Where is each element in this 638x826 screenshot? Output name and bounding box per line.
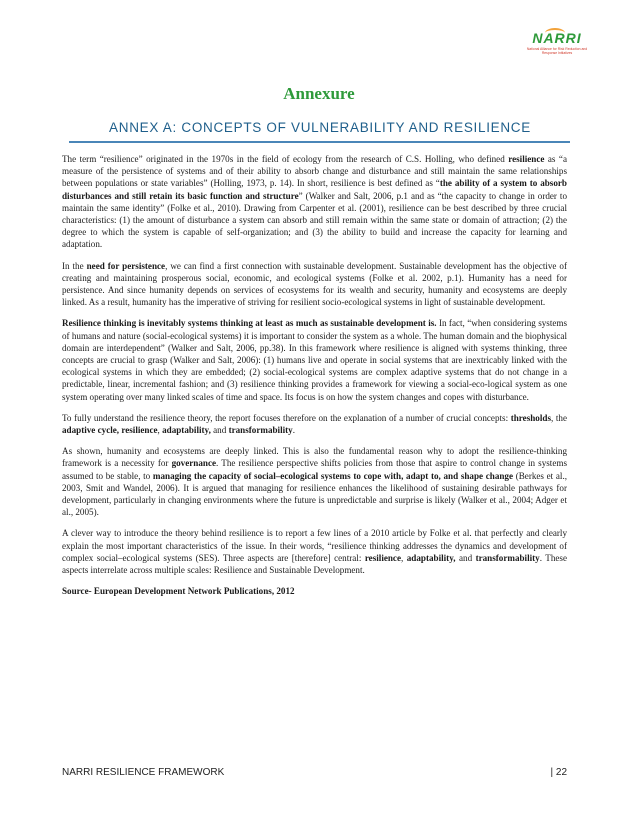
paragraph-1: The term “resilience” originated in the 1970s in the field of ecology from the research of C.S. Holling, who defined resilience as “a measure of the persistence of systems and of their ability to absorb change and disturbance and still maintain the same relationships between populations or state variables” (Holling, 1973, p. 14). In short, resilience is best defined as “the ability of a system to absorb disturbances and still retain its basic function and structure” (Walker and Salt, 2006, p.1 and as “the capacity to change in order to maintain the same identity” (Folke et al., 2010). Drawing from Carpenter et al. (2001), resilience can be best described by three crucial characteristics: (1) the amount of disturbance a system can absorb and still remain within the same state or domain of attraction; (2) the degree to which the system is capable of self-organization; and (3) the ability to build and increase the capacity for learning and adaptation. [62, 154, 567, 250]
paragraph-5: As shown, humanity and ecosystems are deeply linked. This is also the fundamental reason why to adopt the resilience-thinking framework is a necessity for governance. The resilience perspective shifts policies from those that aspire to control change in systems assumed to be stable, to managing the capacity of social–ecological systems to cope with, adapt to, and shape change (Berkes et al., 2003, Smit and Wandel, 2006). It is argued that managing for resilience enhances the likelihood of sustaining desirable pathways for development, particularly in changing environments where the future is unpredictable and surprise is likely (Walker et al., 2004; Adger et al., 2005). [62, 446, 567, 518]
section-title: ANNEX A: CONCEPTS OF VULNERABILITY AND RESILIENCE [109, 120, 531, 135]
body-text [62, 153, 567, 607]
page-heading: Annexure [283, 84, 355, 103]
title-underline [69, 141, 570, 143]
logo-wordmark: NARRI [532, 30, 582, 46]
paragraph-6: A clever way to introduce the theory behind resilience is to report a few lines of a 2010 article by Folke et al. that perfectly and clearly explain the most important characteristics of the issue. In their words, “resilience thinking addresses the dynamics and development of complex social–ecological systems (SES). Three aspects are [therefore] central: resilience, adaptability, and transformability. These aspects interrelate across multiple scales: Resilience and Sustainable Development. [62, 528, 567, 576]
narri-logo [521, 30, 593, 64]
paragraph-3: Resilience thinking is inevitably systems thinking at least as much as sustainable development is. In fact, “when considering systems of humans and nature (social-ecological systems) it is important to consider the system as a whole. The human domain and the biophysical domain are interdependent” (Walker and Salt, 2006, pp.38). In this framework where resilience is aligned with systems thinking, three concepts are crucial to grasp (Walker and Salt, 2006): (1) humans live and operate in social systems that are inextricably linked with the ecological systems in which they are embedded; (2) social-ecological systems are complex adaptive systems that do not change in a predictable, linear, incremental fashion; and (3) resilience thinking provides a framework for viewing a social-eco-logical system as one system operating over many linked scales of time and space. Its focus is on how the system changes and copes with disturbance. [62, 318, 567, 402]
paragraph-4: To fully understand the resilience theory, the report focuses therefore on the explanation of a number of crucial concepts: thresholds, the adaptive cycle, resilience, adaptability, and transformability. [62, 412, 567, 436]
logo-tagline: National Alliance for Risk Reduction and Response Initiatives [526, 47, 588, 56]
page-number: | 22 [550, 767, 567, 778]
footer-title: NARRI RESILIENCE FRAMEWORK [62, 767, 225, 778]
source-citation: Source- European Development Network Publications, 2012 [62, 586, 295, 597]
paragraph-2: In the need for persistence, we can find a first connection with sustainable development. Sustainable development has the objective of creating and maintaining prosperous social, economic, and ecological systems (Folke et al. 2002, p.1). Humanity has a need for persistence. And since humanity depends on services of ecosystems for its wealth and security, humanity and ecosystems are deeply linked. As a result, humanity has the imperative of striving for resilient socio-ecological systems in light of sustainable development. [62, 260, 567, 308]
